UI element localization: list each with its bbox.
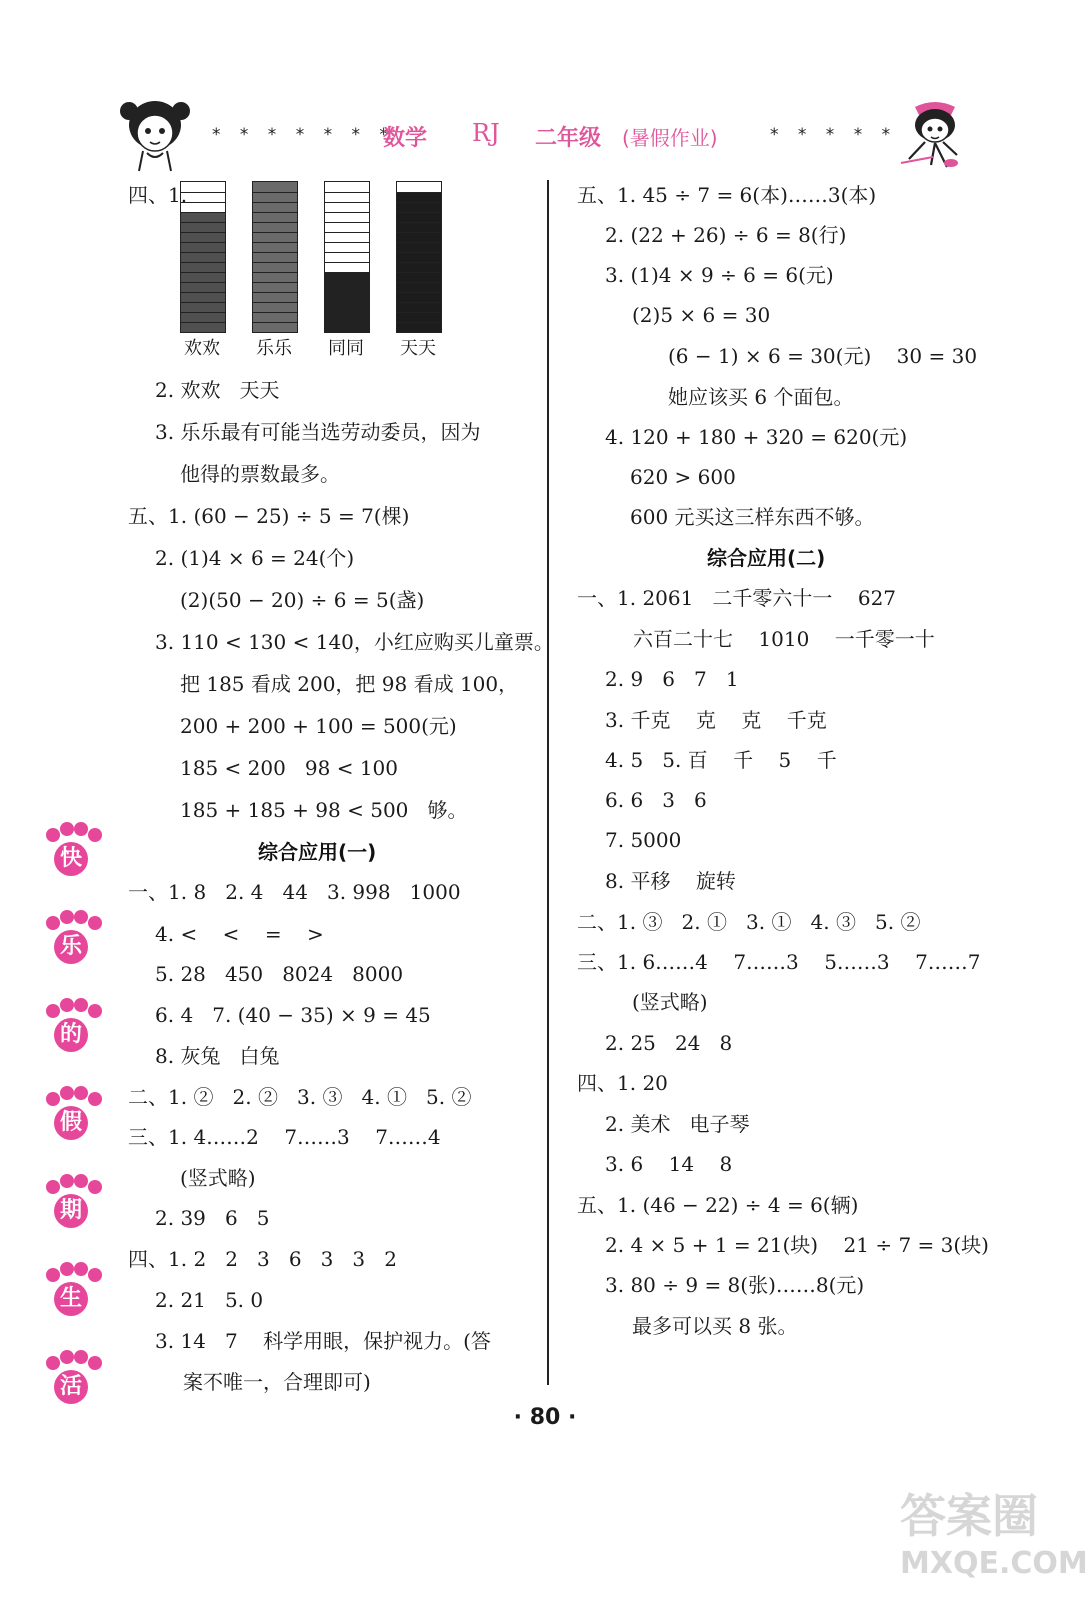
bar-cell-filled — [181, 262, 225, 272]
bar-cell-filled — [253, 272, 297, 282]
answer-line: 五、1. (60 − 25) ÷ 5 = 7(棵) — [128, 504, 410, 528]
answer-line: 一、1. 8 2. 4 44 3. 998 1000 — [128, 880, 461, 904]
paw-toe-icon — [46, 1268, 60, 1282]
header-stars-right: * * * * * — [770, 125, 898, 145]
girl-cartoon-icon — [115, 95, 195, 175]
answer-line: 三、1. 4……2 7……3 7……4 — [128, 1125, 441, 1149]
bar-cell-filled — [181, 212, 225, 222]
bar-cell-filled — [397, 192, 441, 202]
paw-badge — [40, 1086, 102, 1148]
paw-toe-icon — [60, 822, 74, 836]
answer-line: (2)5 × 6 = 30 — [632, 303, 771, 327]
answer-line: 二、1. ③ 2. ① 3. ① 4. ③ 5. ② — [577, 910, 921, 934]
answer-line: 620 > 600 — [630, 465, 736, 489]
bar-cell-filled — [397, 302, 441, 312]
paw-char: 期 — [54, 1194, 88, 1228]
paw-toe-icon — [60, 910, 74, 924]
bar-cell-filled — [253, 302, 297, 312]
bar-cell-filled — [181, 292, 225, 302]
answer-line: 3. 110 < 130 < 140，小红应购买儿童票。 — [155, 630, 554, 654]
header-series: (暑假作业) — [622, 126, 718, 150]
page-header — [0, 95, 1090, 185]
bar-cell-filled — [253, 242, 297, 252]
bar-label: 同同 — [328, 338, 364, 359]
answer-line: 四、1. 2 2 3 6 3 3 2 — [128, 1247, 397, 1271]
bar-cell-filled — [397, 222, 441, 232]
paw-badge — [40, 998, 102, 1060]
bar-cell-empty — [325, 262, 369, 272]
answer-line: 3. 乐乐最有可能当选劳动委员，因为 — [155, 420, 481, 444]
bar-cell-filled — [253, 312, 297, 322]
answer-line: 4. < < = > — [155, 922, 324, 946]
answer-line: 一、1. 2061 二千零六十一 627 — [577, 586, 897, 610]
header-stars-left: * * * * * * * — [212, 125, 395, 145]
paw-toe-icon — [60, 1086, 74, 1100]
answer-line: 2. 4 × 5 + 1 = 21(块) 21 ÷ 7 = 3(块) — [605, 1233, 989, 1257]
answer-line: 6. 6 3 6 — [605, 788, 707, 812]
bar-label: 乐乐 — [256, 338, 292, 359]
bar-cell-filled — [253, 262, 297, 272]
answer-line: 3. 千克 克 克 千克 — [605, 708, 827, 732]
paw-toe-icon — [88, 916, 102, 930]
paw-toe-icon — [46, 1092, 60, 1106]
bar-cell-empty — [325, 232, 369, 242]
answer-line: 2. (1)4 × 6 = 24(个) — [155, 546, 355, 570]
paw-toe-icon — [46, 1356, 60, 1370]
section-title: 综合应用(二) — [707, 546, 826, 570]
answer-line: (竖式略) — [632, 990, 708, 1014]
answer-line: 四、1. 20 — [577, 1071, 668, 1095]
bar-cell-filled — [181, 252, 225, 262]
bar-cell-filled — [181, 282, 225, 292]
answer-line: 2. 9 6 7 1 — [605, 667, 739, 691]
answer-line: 200 + 200 + 100 = 500(元) — [180, 714, 457, 738]
bar-cell-filled — [397, 312, 441, 322]
answer-line: 六百二十七 1010 一千零一十 — [633, 627, 935, 651]
paw-toe-icon — [88, 1356, 102, 1370]
bar-cell-filled — [181, 222, 225, 232]
watermark — [895, 1480, 1088, 1595]
bar-cell-filled — [181, 302, 225, 312]
answer-line: 她应该买 6 个面包。 — [668, 385, 854, 409]
answer-line: 3. 14 7 科学用眼，保护视力。(答 — [155, 1329, 491, 1353]
paw-toe-icon — [74, 822, 88, 836]
bar-cell-filled — [325, 272, 369, 282]
bar-cell-empty — [325, 222, 369, 232]
answer-line: 3. 80 ÷ 9 = 8(张)……8(元) — [605, 1273, 865, 1297]
watermark-logo-text: 答案圈 — [900, 1489, 1038, 1543]
watermark-url: MXQE.COM — [900, 1546, 1088, 1581]
paw-toe-icon — [88, 828, 102, 842]
answer-line: 2. 25 24 8 — [605, 1031, 733, 1055]
bar-cell-empty — [325, 252, 369, 262]
paw-char: 生 — [54, 1282, 88, 1316]
answer-line: (2)(50 − 20) ÷ 6 = 5(盏) — [180, 588, 425, 612]
bar-cell-filled — [181, 322, 225, 332]
answer-line: 2. (22 + 26) ÷ 6 = 8(行) — [605, 223, 847, 247]
bar-cell-filled — [397, 262, 441, 272]
bar-cell-filled — [397, 232, 441, 242]
answer-line: 185 + 185 + 98 < 500 够。 — [180, 798, 468, 822]
paw-toe-icon — [88, 1004, 102, 1018]
answer-line: 最多可以买 8 张。 — [632, 1314, 798, 1338]
answer-line: 4. 5 5. 百 千 5 千 — [605, 748, 837, 772]
paw-toe-icon — [46, 1180, 60, 1194]
bar-cell-filled — [325, 282, 369, 292]
bar-cell-empty — [325, 242, 369, 252]
bar-cell-filled — [397, 212, 441, 222]
bar-cell-empty — [325, 192, 369, 202]
paw-toe-icon — [74, 1174, 88, 1188]
bar-cell-filled — [181, 232, 225, 242]
paw-toe-icon — [88, 1180, 102, 1194]
bar-cell-filled — [325, 302, 369, 312]
bar-cell-filled — [253, 192, 297, 202]
bar-cell-filled — [397, 282, 441, 292]
paw-toe-icon — [60, 998, 74, 1012]
bar-3 — [324, 181, 370, 333]
paw-toe-icon — [60, 1350, 74, 1364]
answer-line: 把 185 看成 200，把 98 看成 100， — [180, 672, 519, 696]
answer-line: 五、1. (46 − 22) ÷ 4 = 6(辆) — [577, 1193, 859, 1217]
header-edition: RJ — [472, 119, 500, 147]
paw-char: 假 — [54, 1106, 88, 1140]
column-divider — [547, 180, 549, 1385]
bar-cell-filled — [325, 322, 369, 332]
page-number: · 80 · — [513, 1405, 577, 1430]
bar-cell-filled — [253, 232, 297, 242]
answer-line: 2. 欢欢 天天 — [155, 378, 280, 402]
paw-char: 乐 — [54, 930, 88, 964]
answer-line: 二、1. ② 2. ② 3. ③ 4. ① 5. ② — [128, 1085, 472, 1109]
bar-cell-empty — [325, 212, 369, 222]
bar-cell-filled — [181, 242, 225, 252]
bar-label: 欢欢 — [184, 338, 220, 359]
answer-line: 4. 120 + 180 + 320 = 620(元) — [605, 425, 908, 449]
bar-cell-filled — [253, 292, 297, 302]
answer-line: 600 元买这三样东西不够。 — [630, 505, 875, 529]
bar-cell-empty — [325, 202, 369, 212]
bar-cell-filled — [253, 282, 297, 292]
paw-toe-icon — [74, 1350, 88, 1364]
paw-toe-icon — [88, 1092, 102, 1106]
answer-line: 6. 4 7. (40 − 35) × 9 = 45 — [155, 1003, 431, 1027]
paw-toe-icon — [74, 910, 88, 924]
paw-toe-icon — [74, 1262, 88, 1276]
bar-cell-filled — [181, 272, 225, 282]
bar-cell-filled — [253, 222, 297, 232]
paw-char: 的 — [54, 1018, 88, 1052]
bar-cell-empty — [181, 192, 225, 202]
answer-line: 185 < 200 98 < 100 — [180, 756, 398, 780]
paw-char: 快 — [54, 842, 88, 876]
bar-cell-filled — [397, 252, 441, 262]
bar-cell-filled — [253, 202, 297, 212]
answer-line: 8. 平移 旋转 — [605, 869, 736, 893]
answer-line: 2. 39 6 5 — [155, 1206, 270, 1230]
bar-cell-filled — [397, 272, 441, 282]
section-title: 综合应用(一) — [258, 840, 377, 864]
header-subject: 数学 — [383, 126, 428, 151]
answer-line: 3. (1)4 × 9 ÷ 6 = 6(元) — [605, 263, 834, 287]
answer-line: 8. 灰兔 白兔 — [155, 1044, 280, 1068]
answer-line: 7. 5000 — [605, 828, 682, 852]
answer-line: 案不唯一，合理即可) — [183, 1370, 371, 1394]
paw-toe-icon — [74, 1086, 88, 1100]
paw-badge — [40, 1350, 102, 1412]
paw-toe-icon — [60, 1174, 74, 1188]
answer-line: (竖式略) — [180, 1166, 256, 1190]
bar-cell-empty — [397, 182, 441, 192]
bar-cell-filled — [253, 182, 297, 192]
bar-cell-filled — [397, 202, 441, 212]
paw-toe-icon — [74, 998, 88, 1012]
bar-4 — [396, 181, 442, 333]
answer-line: 四、1. — [128, 183, 188, 207]
bar-label: 天天 — [400, 338, 436, 359]
bar-cell-filled — [253, 252, 297, 262]
bar-cell-empty — [181, 202, 225, 212]
answer-line: 3. 6 14 8 — [605, 1152, 733, 1176]
bar-cell-filled — [325, 312, 369, 322]
bar-cell-empty — [181, 182, 225, 192]
bar-cell-filled — [253, 322, 297, 332]
paw-char: 活 — [54, 1370, 88, 1404]
header-grade: 二年级 — [535, 126, 602, 151]
bar-cell-filled — [397, 322, 441, 332]
answer-line: 2. 21 5. 0 — [155, 1288, 264, 1312]
answer-line: 2. 美术 电子琴 — [605, 1112, 750, 1136]
paw-badge — [40, 1174, 102, 1236]
bar-cell-filled — [325, 292, 369, 302]
paw-toe-icon — [46, 916, 60, 930]
answer-line: (6 − 1) × 6 = 30(元) 30 = 30 — [668, 344, 978, 368]
paw-badge — [40, 1262, 102, 1324]
answer-line: 他得的票数最多。 — [180, 462, 340, 486]
bar-cell-filled — [253, 212, 297, 222]
answer-line: 五、1. 45 ÷ 7 = 6(本)……3(本) — [577, 183, 877, 207]
paw-toe-icon — [46, 828, 60, 842]
paw-toe-icon — [88, 1268, 102, 1282]
boy-cartoon-icon — [895, 97, 970, 172]
answer-line: 5. 28 450 8024 8000 — [155, 962, 404, 986]
bar-cell-filled — [397, 292, 441, 302]
answer-line: 三、1. 6……4 7……3 5……3 7……7 — [577, 950, 981, 974]
bar-cell-empty — [325, 182, 369, 192]
paw-badge — [40, 910, 102, 972]
bar-cell-filled — [397, 242, 441, 252]
bar-cell-filled — [181, 312, 225, 322]
paw-toe-icon — [60, 1262, 74, 1276]
bar-2 — [252, 181, 298, 333]
paw-toe-icon — [46, 1004, 60, 1018]
paw-badge — [40, 822, 102, 884]
